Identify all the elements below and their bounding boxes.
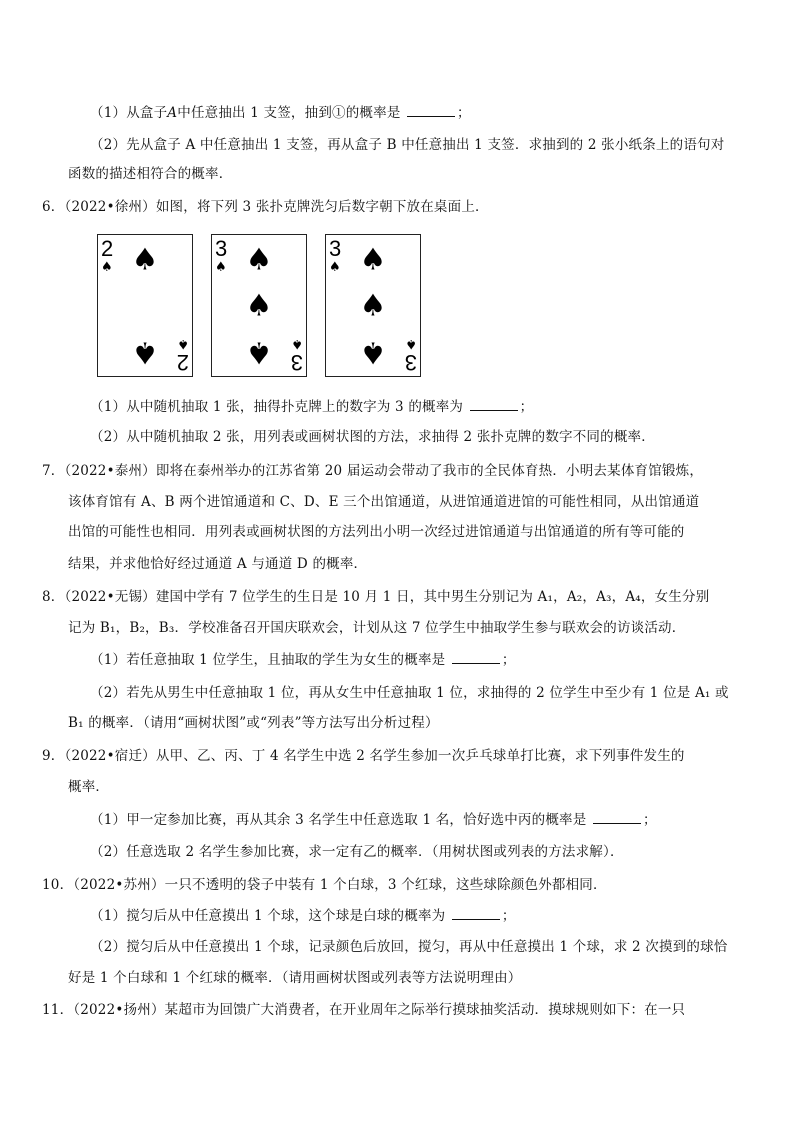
answer-blank[interactable]: [470, 398, 518, 411]
line-text: （2）若先从男生中任意抽取 1 位，再从女生中任意抽取 1 位，求抽得的 2 位学生中至少有 1 位是 A₁ 或: [90, 685, 729, 701]
card-rank: 2: [176, 350, 189, 375]
line-text: （1）甲一定参加比赛，再从其余 3 名学生中任意选取 1 名，恰好选中丙的概率是: [90, 812, 591, 828]
text-line: [68, 165, 232, 183]
line-text: B₁ 的概率．（请用“画树状图”或“列表”等方法写出分析过程）: [68, 715, 439, 731]
line-text: 概率．: [68, 779, 110, 795]
line-text: 好是 1 个白球和 1 个红球的概率．（请用画树状图或列表等方法说明理由）: [68, 970, 522, 986]
text-line: [90, 104, 471, 122]
text-line: [42, 1001, 685, 1019]
answer-blank[interactable]: [407, 104, 455, 117]
spade-icon: ♠: [405, 336, 417, 351]
text-line: [42, 588, 709, 606]
answer-blank[interactable]: [452, 907, 500, 920]
spade-icon: ♠: [359, 288, 387, 324]
line-text: （2）从中随机抽取 2 张，用列表或画树状图的方法，求抽得 2 张扑克牌的数字不同的概率．: [90, 429, 655, 445]
line-text: 8．（2022•无锡）建国中学有 7 位学生的生日是 10 月 1 日，其中男生分别记为 A₁，A₂，A₃，A₄，女生分别: [42, 589, 710, 605]
line-text: （2）搅匀后从中任意摸出 1 个球，记录颜色后放回，搅匀，再从中任意摸出 1 个球，求 2 次摸到的球恰: [90, 939, 728, 955]
playing-card: [325, 234, 421, 377]
text-line: [90, 684, 729, 702]
line-text: 6．（2022•徐州）如图，将下列 3 张扑克牌洗匀后数字朝下放在桌面上．: [42, 199, 489, 215]
variable-label: A: [167, 105, 178, 121]
line-text: 记为 B₁，B₂，B₃．学校准备召开国庆联欢会，计划从这 7 位学生中抽取学生参与联欢会的访谈活动．: [68, 620, 686, 636]
text-line: [68, 714, 439, 732]
spade-icon: ♠: [359, 334, 387, 370]
spade-icon: ♠: [291, 336, 303, 351]
text-line: [68, 778, 109, 796]
spade-icon: ♠: [245, 288, 273, 324]
text-line: [90, 398, 533, 416]
text-line: [68, 555, 367, 573]
line-text: ；: [501, 652, 516, 668]
line-text: 7．（2022•泰州）即将在泰州举办的江苏省第 20 届运动会带动了我市的全民体育热．小明去某体育馆锻炼，: [42, 463, 704, 479]
line-text: 10．（2022•苏州）一只不透明的袋子中装有 1 个白球，3 个红球，这些球除颜色外都相同．: [42, 877, 607, 893]
answer-blank[interactable]: [593, 811, 641, 824]
card-rank: 3: [215, 236, 228, 261]
text-line: [42, 462, 703, 480]
line-text: ；: [519, 399, 534, 415]
text-line: [42, 747, 685, 765]
text-line: [68, 619, 685, 637]
line-text: （1）搅匀后从中任意摸出 1 个球，这个球是白球的概率为: [90, 908, 450, 924]
line-text: ；: [501, 908, 516, 924]
line-text: 结果，并求他恰好经过通道 A 与通道 D 的概率．: [68, 556, 368, 572]
text-line: [90, 938, 728, 956]
card-rank: 3: [404, 350, 417, 375]
spade-icon: ♠: [359, 242, 387, 278]
line-text: （1）若任意抽取 1 位学生，且抽取的学生为女生的概率是: [90, 652, 450, 668]
playing-card: [97, 234, 193, 377]
card-rank: 3: [290, 350, 303, 375]
line-text: （2）先从盒子 A 中任意抽出 1 支签，再从盒子 B 中任意抽出 1 支签．求抽到的 2 张小纸条上的语句对: [90, 137, 725, 153]
text-line: [90, 811, 657, 829]
line-text: 出馆的可能性也相同．用列表或画树状图的方法列出小明一次经过进馆通道与出馆通道的所有等可能的: [68, 524, 685, 540]
line-text: 中任意抽出 1 支签，抽到①的概率是: [177, 105, 406, 121]
line-text: 9．（2022•宿迁）从甲、乙、丙、丁 4 名学生中选 2 名学生参加一次乒乓球单打比赛，求下列事件发生的: [42, 748, 685, 764]
spade-icon: ♠: [245, 242, 273, 278]
line-text: （1）从盒子: [90, 105, 168, 121]
spade-icon: ♠: [131, 334, 159, 370]
spade-icon: ♠: [329, 260, 341, 275]
spade-icon: ♠: [215, 260, 227, 275]
line-text: （2）任意选取 2 名学生参加比赛，求一定有乙的概率．（用树状图或列表的方法求解）．: [90, 844, 624, 860]
spade-icon: ♠: [177, 336, 189, 351]
playing-card: [211, 234, 307, 377]
text-line: [90, 428, 655, 446]
text-line: [68, 493, 699, 511]
card-rank: 2: [101, 236, 114, 261]
spade-icon: ♠: [131, 242, 159, 278]
text-line: [90, 136, 724, 154]
card-rank: 3: [329, 236, 342, 261]
text-line: [90, 907, 516, 925]
line-text: ；: [457, 105, 471, 121]
line-text: （1）从中随机抽取 1 张，抽得扑克牌上的数字为 3 的概率为: [90, 399, 468, 415]
text-line: [42, 198, 489, 216]
text-line: [42, 876, 607, 894]
line-text: 该体育馆有 A、B 两个进馆通道和 C、D、E 三个出馆通道，从进馆通道进馆的可能性相同，从出馆通道: [68, 494, 700, 510]
line-text: 函数的描述相符合的概率．: [68, 166, 233, 182]
spade-icon: ♠: [101, 260, 113, 275]
text-line: [90, 843, 624, 861]
spade-icon: ♠: [245, 334, 273, 370]
line-text: ；: [642, 812, 657, 828]
text-line: [90, 651, 516, 669]
line-text: 11．（2022•扬州）某超市为回馈广大消费者，在开业周年之际举行摸球抽奖活动．摸球规则如下：在一只: [42, 1002, 686, 1018]
answer-blank[interactable]: [452, 651, 500, 664]
text-line: [68, 523, 685, 541]
text-line: [68, 969, 522, 987]
